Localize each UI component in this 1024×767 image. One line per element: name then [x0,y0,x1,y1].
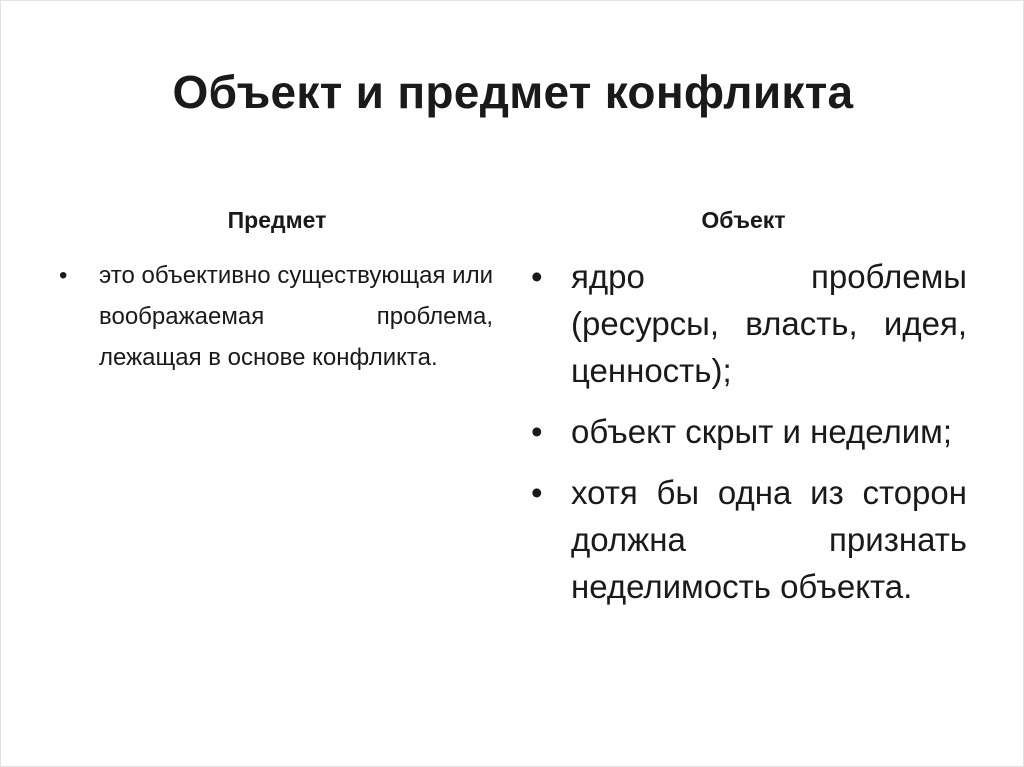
column-heading-subject: Предмет [227,207,327,233]
subject-bullet-list [59,255,493,378]
list-item-text: ядро проблемы (ресурсы, власть, идея, ценность); [571,258,967,389]
bullet-icon: • [59,262,68,289]
list-item-text: хотя бы одна из сторон должна признать неделимость объекта. [571,474,967,605]
slide-title: Объект и предмет конфликта [172,66,854,118]
bullet-icon: • [531,413,543,450]
list-item [59,255,493,378]
column-heading-object: Объект [701,207,786,233]
list-item [531,408,967,455]
list-item-text: объект скрыт и неделим; [571,413,953,450]
object-bullet-list [531,253,967,624]
bullet-icon: • [531,474,543,511]
list-item [531,253,967,394]
list-item [531,469,967,610]
bullet-icon: • [531,258,543,295]
list-item-text: это объективно существующая или воображаемая проблема, лежащая в основе конфликта. [99,262,493,371]
